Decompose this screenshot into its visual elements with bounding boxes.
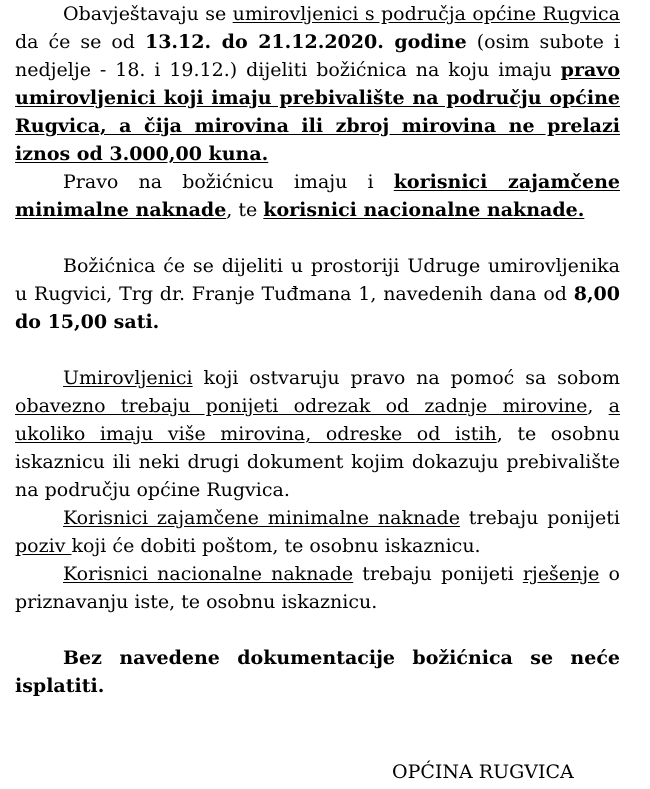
text-segment: trebaju ponijeti: [459, 507, 620, 529]
text-segment: da će se od: [15, 31, 145, 53]
text-segment: Pravo na božićnicu imaju i: [63, 171, 394, 193]
signature: OPĆINA RUGVICA: [392, 761, 574, 783]
underlined-text: Korisnici zajamčene minimalne naknade: [63, 507, 460, 529]
paragraph-warning: Bez navedene dokumentacije božićnica se neće isplatiti.: [15, 647, 620, 697]
paragraph-national-allowance-documents: [15, 560, 620, 616]
text-segment: o priznavanju iste, te osobnu iskaznicu.: [15, 563, 620, 613]
text-segment: koji će dobiti poštom, te osobnu iskaznicu.: [71, 535, 481, 557]
text-segment: Obavještavaju se: [63, 3, 233, 25]
text-segment: (osim subote i nedjelje - 18. i 19.12.) dijeliti božićnica na koju imaju: [15, 31, 620, 81]
eligible-group-minimal-allowance: korisnici zajamčene minimalne naknade: [15, 171, 620, 221]
underlined-text: umirovljenici s područja općine Rugvica: [232, 3, 620, 25]
spacer: [15, 336, 620, 364]
underlined-text: rješenje: [522, 563, 600, 585]
text-segment: ,: [587, 395, 609, 417]
date-range: 13.12. do 21.12.2020. godine: [144, 31, 467, 53]
eligible-group-national-allowance: korisnici nacionalne naknade.: [263, 199, 585, 221]
text-segment: Božićnica će se dijeliti u prostoriji Udruge umirovljenika u Rugvici, Trg dr. Franje Tuđmana 1, navedenih dana od: [15, 255, 620, 305]
paragraph-announcement: [15, 0, 620, 168]
opening-hours: 8,00 do 15,00 sati.: [15, 283, 620, 333]
underlined-text: obavezno trebaju ponijeti odrezak od zadnje mirovine: [15, 395, 588, 417]
text-segment: , te osobnu iskaznicu ili neki drugi dokument kojim dokazuju prebivalište na području općine Rugvica.: [15, 423, 620, 501]
text-segment: , te: [226, 199, 264, 221]
notice-body: [15, 0, 620, 700]
paragraph-additional-eligibility: [15, 168, 620, 224]
underlined-text: poziv: [15, 535, 72, 557]
underlined-text: Umirovljenici: [63, 367, 193, 389]
underlined-text: a ukoliko imaju više mirovina, odreske od istih: [15, 395, 620, 445]
underlined-text: Korisnici nacionalne naknade: [63, 563, 354, 585]
spacer: [15, 616, 620, 644]
text-segment: trebaju ponijeti: [353, 563, 523, 585]
spacer: [15, 224, 620, 252]
text-segment: koji ostvaruju pravo na pomoć sa sobom: [192, 367, 620, 389]
paragraph-minimal-allowance-documents: [15, 504, 620, 560]
paragraph-location: [15, 252, 620, 336]
eligibility-condition: pravo umirovljenici koji imaju prebivalište na području općine Rugvica, a čija mirovina ili zbroj mirovina ne prelazi iznos od 3.000,00 kuna.: [15, 59, 620, 165]
paragraph-pensioner-documents: [15, 364, 620, 504]
